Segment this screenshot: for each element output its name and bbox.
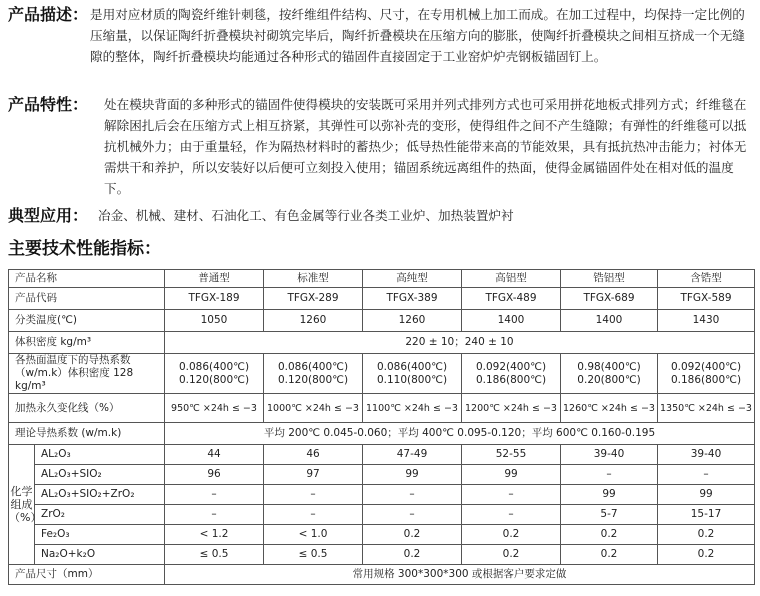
name-cell: 高铝型 <box>462 270 561 288</box>
chem-cell: 39-40 <box>561 445 658 465</box>
conductivity-400: 0.092(400℃) <box>475 360 547 373</box>
row-shrinkage <box>9 394 755 423</box>
chem-cell: 99 <box>363 465 462 485</box>
conductivity-800: 0.186(800℃) <box>670 373 742 386</box>
chem-cell: < 1.2 <box>165 525 264 545</box>
chem-row <box>9 545 755 565</box>
features-title: 产品特性： <box>8 95 89 114</box>
row-temps <box>9 310 755 332</box>
specs-heading: 主要技术性能指标： <box>8 239 161 259</box>
code-cell: TFGX-589 <box>658 288 755 310</box>
shrinkage-cell: 1000℃ ×24h ≤ −3 <box>264 394 363 423</box>
chem-cell: 96 <box>165 465 264 485</box>
shrinkage-cell: 1260℃ ×24h ≤ −3 <box>561 394 658 423</box>
shrinkage-cell: 1350℃ ×24h ≤ −3 <box>658 394 755 423</box>
chem-name: AL₂O₃+SIO₂ <box>35 465 165 485</box>
conductivity-400: 0.092(400℃) <box>670 360 742 373</box>
chem-name: ZrO₂ <box>35 505 165 525</box>
chem-row <box>9 445 755 465</box>
conductivity-cell <box>264 354 363 394</box>
chem-cell: – <box>462 485 561 505</box>
applications-text: 冶金、机械、建材、石油化工、有色金属等行业各类工业炉、加热装置炉衬 <box>98 208 514 223</box>
applications-title: 典型应用： <box>8 206 89 225</box>
chem-cell: 52-55 <box>462 445 561 465</box>
conductivity-800: 0.120(800℃) <box>178 373 250 386</box>
chem-cell: < 1.0 <box>264 525 363 545</box>
shrinkage-cell: 950℃ ×24h ≤ −3 <box>165 394 264 423</box>
temp-cell: 1050 <box>165 310 264 332</box>
conductivity-400: 0.086(400℃) <box>277 360 349 373</box>
shrinkage-cell: 1200℃ ×24h ≤ −3 <box>462 394 561 423</box>
conductivity-400: 0.086(400℃) <box>178 360 250 373</box>
code-cell: TFGX-489 <box>462 288 561 310</box>
conductivity-cell <box>561 354 658 394</box>
chem-cell: – <box>165 505 264 525</box>
name-cell: 含锆型 <box>658 270 755 288</box>
conductivity-cell <box>363 354 462 394</box>
chem-cell: – <box>264 505 363 525</box>
chem-cell: 44 <box>165 445 264 465</box>
name-cell: 普通型 <box>165 270 264 288</box>
temp-cell: 1430 <box>658 310 755 332</box>
code-label: 产品代码 <box>9 288 165 310</box>
temp-cell: 1400 <box>462 310 561 332</box>
row-theory <box>9 423 755 445</box>
conductivity-cell <box>165 354 264 394</box>
name-label: 产品名称 <box>9 270 165 288</box>
chem-cell: – <box>561 465 658 485</box>
chem-row <box>9 505 755 525</box>
conductivity-800: 0.20(800℃) <box>577 373 641 386</box>
conductivity-400: 0.98(400℃) <box>577 360 641 373</box>
theory-value: 平均 200℃ 0.045-0.060；平均 400℃ 0.095-0.120；平均 600℃ 0.160-0.195 <box>165 423 755 445</box>
shrinkage-cell: 1100℃ ×24h ≤ −3 <box>363 394 462 423</box>
row-names <box>9 270 755 288</box>
name-cell: 锆铝型 <box>561 270 658 288</box>
conductivity-800: 0.110(800℃) <box>376 373 448 386</box>
chem-cell: – <box>363 485 462 505</box>
chem-cell: – <box>462 505 561 525</box>
temp-cell: 1260 <box>264 310 363 332</box>
description-text: 是用对应材质的陶瓷纤维针刺毯，按纤维组件结构、尺寸，在专用机械上加工而成。在加工过程中，均保持一定比例的压缩量，以保证陶纤折叠模块衬砌筑完毕后，陶纤折叠模块在压缩方向的膨胀，使陶纤折叠模块之间相互挤成一个无缝隙的整体，陶纤折叠模块均能通过各种形式的锚固件直接固定于工业窑炉炉壳钢板锚固钉上。 <box>90 7 745 64</box>
chem-row <box>9 465 755 485</box>
chem-row <box>9 485 755 505</box>
chem-label: 化学组成（%） <box>9 445 35 565</box>
chem-cell: 39-40 <box>658 445 755 465</box>
code-cell: TFGX-689 <box>561 288 658 310</box>
applications-section <box>8 205 752 227</box>
chem-cell: ≤ 0.5 <box>264 545 363 565</box>
conductivity-label: 各热面温度下的导热系数（w/m.k）体积密度 128 kg/m³ <box>9 354 165 394</box>
description-title: 产品描述： <box>8 5 89 24</box>
specs-table <box>8 269 755 585</box>
code-cell: TFGX-389 <box>363 288 462 310</box>
name-cell: 标准型 <box>264 270 363 288</box>
density-value: 220 ± 10；240 ± 10 <box>165 332 755 354</box>
chem-cell: – <box>264 485 363 505</box>
chem-name: Na₂O+k₂O <box>35 545 165 565</box>
features-text: 处在模块背面的多种形式的锚固件使得模块的安装既可采用并列式排列方式也可采用拼花地板式排列方式；纤维毯在解除困扎后会在压缩方式上相互挤紧，其弹性可以弥补壳的变形，使得组件之间不产生缝隙；有弹性的纤维毯可以抵抗机械外力；由于重量轻，作为隔热材料时的蓄热少；低导热性能带来高的节能效果，具有抵抗热冲击能力；衬体无需烘干和养护，所以安装好以后便可立刻投入使用；锚固系统远离组件的热面，使得金属锚固件处在相对低的温度下。 <box>104 97 747 196</box>
chem-cell: – <box>658 465 755 485</box>
chem-cell: 5-7 <box>561 505 658 525</box>
chem-cell: 0.2 <box>462 525 561 545</box>
chem-cell: 0.2 <box>561 525 658 545</box>
conductivity-800: 0.186(800℃) <box>475 373 547 386</box>
temp-label: 分类温度(℃) <box>9 310 165 332</box>
features-section <box>8 94 752 199</box>
chem-cell: – <box>165 485 264 505</box>
chem-name: AL₂O₃ <box>35 445 165 465</box>
conductivity-cell <box>658 354 755 394</box>
chem-cell: 0.2 <box>658 525 755 545</box>
chem-cell: ≤ 0.5 <box>165 545 264 565</box>
conductivity-cell <box>462 354 561 394</box>
chem-cell: 99 <box>462 465 561 485</box>
chem-cell: 0.2 <box>658 545 755 565</box>
theory-label: 理论导热系数 (w/m.k) <box>9 423 165 445</box>
temp-cell: 1260 <box>363 310 462 332</box>
name-cell: 高纯型 <box>363 270 462 288</box>
row-density <box>9 332 755 354</box>
row-size <box>9 565 755 585</box>
conductivity-800: 0.120(800℃) <box>277 373 349 386</box>
size-label: 产品尺寸（mm） <box>9 565 165 585</box>
code-cell: TFGX-189 <box>165 288 264 310</box>
chem-cell: 47-49 <box>363 445 462 465</box>
density-label: 体积密度 kg/m³ <box>9 332 165 354</box>
chem-cell: 46 <box>264 445 363 465</box>
shrinkage-label: 加热永久变化线（%） <box>9 394 165 423</box>
chem-cell: 99 <box>561 485 658 505</box>
chem-name: AL₂O₃+SIO₂+ZrO₂ <box>35 485 165 505</box>
chem-row <box>9 525 755 545</box>
row-conductivity <box>9 354 755 394</box>
code-cell: TFGX-289 <box>264 288 363 310</box>
chem-name: Fe₂O₃ <box>35 525 165 545</box>
description-section <box>8 4 752 67</box>
chem-cell: 0.2 <box>363 545 462 565</box>
row-codes <box>9 288 755 310</box>
size-value: 常用规格 300*300*300 或根据客户要求定做 <box>165 565 755 585</box>
chem-cell: 97 <box>264 465 363 485</box>
chem-cell: 15-17 <box>658 505 755 525</box>
chem-cell: – <box>363 505 462 525</box>
conductivity-400: 0.086(400℃) <box>376 360 448 373</box>
chem-cell: 0.2 <box>561 545 658 565</box>
chem-cell: 0.2 <box>462 545 561 565</box>
temp-cell: 1400 <box>561 310 658 332</box>
chem-cell: 0.2 <box>363 525 462 545</box>
chem-cell: 99 <box>658 485 755 505</box>
